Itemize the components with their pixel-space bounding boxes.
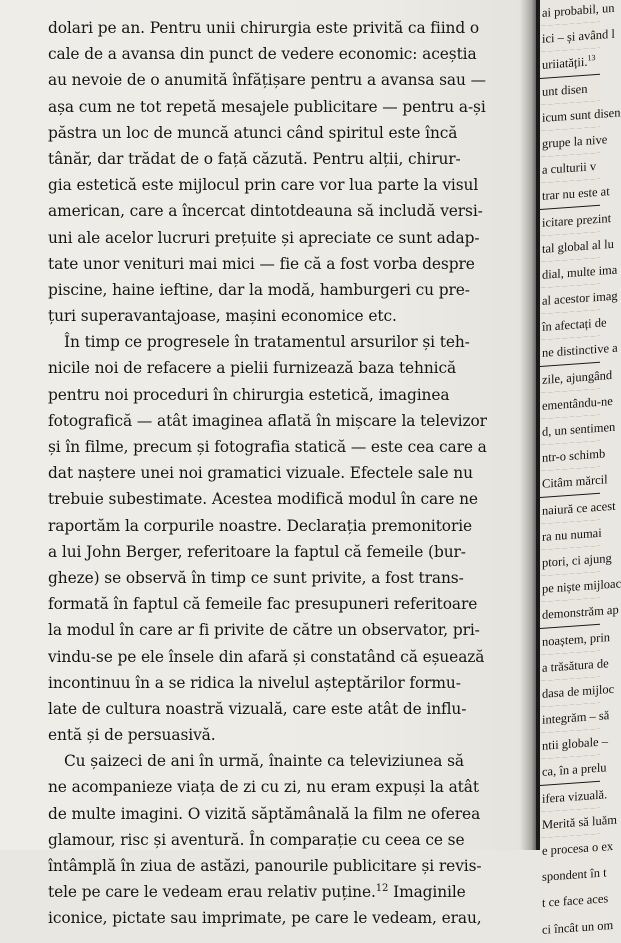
body-text-line (48, 251, 528, 277)
facing-text-line-text: ifera vizuală. (542, 786, 608, 806)
body-text-line (48, 617, 528, 643)
facing-text-line-text: Citâm mărcil (542, 472, 608, 492)
facing-text-line-text: a culturii v (542, 159, 597, 177)
body-text-line (48, 565, 528, 591)
body-text-line-text: nicile noi de refacere a pielii furnizează baza tehnică (48, 359, 457, 378)
body-text-line (48, 827, 528, 853)
body-text-line (48, 853, 528, 879)
facing-text-line-text: trar nu este at (542, 184, 610, 204)
facing-text-line (540, 48, 600, 78)
facing-text-line-text: ntr-o schimb (542, 446, 606, 466)
body-text-line-text: cale de a avansa din punct de vedere economic: aceștia (48, 45, 477, 64)
facing-text-line-text: spondent în t (542, 865, 607, 885)
body-text-line (48, 277, 528, 303)
body-text-line (48, 539, 528, 565)
facing-text-line-text: ca, în a prelu (542, 760, 607, 780)
body-text-line-text: entă și de persuasivă. (48, 726, 216, 745)
body-text-line-text: și în filme, precum și fotografia statică — este cea care a (48, 438, 487, 456)
body-text-line (48, 382, 528, 408)
body-text-line-text: american, care a încercat dintotdeauna să includă versi- (48, 202, 483, 221)
body-text-line-text: țuri superavantajoase, mașini economice etc. (48, 307, 397, 326)
facing-text-line (540, 493, 616, 523)
body-text-line-text: tânăr, dar trădat de o față căzută. Pentru alții, chirur- (48, 149, 461, 168)
facing-text-line-text: ra nu numai (542, 525, 602, 544)
body-text-line-text: păstra un loc de muncă atunci când spiritul este încă (48, 123, 458, 142)
body-text-line-text: au nevoie de o anumită înfățișare pentru a avansa sau — (48, 71, 486, 90)
facing-text-line-text: ntii globale – (542, 734, 608, 754)
facing-text-line-text: t ce face aces (542, 891, 609, 911)
body-text-line (48, 172, 528, 198)
facing-text-line-text: ai probabil, un (542, 0, 615, 20)
body-text-line-text: pentru noi proceduri în chirurgia estetică, imaginea (48, 385, 450, 404)
body-text-line-text: fotografică — atât imaginea aflată în mișcare la televizor (48, 411, 487, 430)
body-text-line-text: dolari pe an. Pentru unii chirurgia este privită ca fiind o (48, 19, 480, 37)
footnote-marker: 13 (587, 53, 596, 63)
facing-page (536, 0, 621, 937)
facing-text-line (540, 781, 608, 811)
body-text-line (48, 591, 528, 617)
body-text-line-text: gia estetică este mijlocul prin care vor lua parte la visul (48, 176, 479, 195)
facing-text-line-text: ci încât un om (542, 917, 614, 937)
body-text-line (48, 879, 528, 905)
body-text-line (48, 408, 528, 434)
facing-text-line-text: unt disen (542, 81, 588, 99)
body-text (48, 15, 528, 932)
facing-text-line-text: a trăsătura de (542, 655, 609, 675)
body-text-line (48, 355, 528, 381)
body-text-line (48, 198, 528, 224)
body-text-line-text: uni ale acelor lucruri prețuite și apreciate ce sunt adap- (48, 228, 480, 247)
body-text-line-text: tele pe care le vedeam erau relativ puține. (48, 883, 376, 902)
body-text-line-text: dat naștere unei noi gramatici vizuale. Efectele sale nu (48, 464, 473, 483)
body-text-line-text: incontinuu în a se ridica la nivelul așteptărilor formu- (48, 673, 461, 692)
facing-text-line-text: în afectați de (542, 315, 607, 335)
facing-text-line-text: d, un sentimen (542, 419, 616, 439)
body-text-line (48, 225, 528, 251)
facing-text-line-text: demonstrăm ap (542, 602, 619, 623)
facing-text-line-text: zile, ajungând (542, 367, 613, 387)
body-text-line-text: raportăm la corpurile noastre. Declarația premonitorie (48, 516, 473, 535)
facing-text-line (540, 755, 607, 785)
facing-text-line (540, 362, 613, 392)
body-text-line (48, 801, 528, 827)
facing-text-line-text: dial, multe ima (542, 262, 618, 282)
facing-text-line-text: ne distinctive a (542, 341, 618, 361)
body-text-line (48, 67, 528, 93)
body-text-line-text: vindu-se pe ele însele din afară și constatând că eșuează (48, 647, 485, 666)
facing-text-line-text: noaștem, prin (542, 629, 611, 649)
body-text-line (48, 41, 528, 67)
body-text-line (48, 670, 528, 696)
facing-text-line (540, 467, 608, 497)
body-text-line-text-cont: Imaginile (388, 883, 466, 902)
facing-text-line (540, 598, 619, 628)
body-text-line (48, 486, 528, 512)
facing-text-line-text: e procesa o ex (542, 838, 614, 858)
facing-text-line-text: naiură ce acest (542, 498, 616, 518)
body-text-line (48, 303, 528, 329)
facing-text-line-text: pe niște mijloac (542, 576, 621, 596)
body-text-line (48, 774, 528, 800)
body-text-line (48, 748, 528, 774)
body-text-line (48, 644, 528, 670)
facing-text-line-text: uriiatății. (542, 55, 588, 73)
body-text-line-text: de multe imagini. O vizită săptămânală la film ne oferea (48, 804, 481, 823)
facing-text-line (540, 179, 610, 209)
body-text-line-text: întâmplă în ziua de astăzi, panourile publicitare și revis- (48, 857, 482, 875)
body-text-line (48, 329, 528, 355)
body-text-line (48, 696, 528, 722)
body-text-line-text: piscine, haine ieftine, dar la modă, hamburgeri cu pre- (48, 280, 470, 299)
body-text-line (48, 905, 528, 931)
facing-text-line-text: dasa de mijloc (542, 681, 615, 701)
body-text-line (48, 722, 528, 748)
page-gutter-shadow (520, 0, 536, 850)
facing-text-line-text: tal global al lu (542, 236, 614, 256)
facing-text-line (540, 205, 612, 235)
body-text-line-text: a lui John Berger, referitoare la faptul că femeile (bur- (48, 542, 466, 561)
facing-text-line-text: ementându-ne (542, 393, 613, 413)
body-text-line (48, 120, 528, 146)
footnote-marker: 12 (375, 883, 389, 895)
facing-text-line-text: al acestor imag (542, 288, 618, 308)
body-text-line-text: trebuie subestimate. Acestea modifică modul în care ne (48, 490, 478, 509)
body-text-line-text: gheze) se observă în timp ce sunt privite, a fost trans- (48, 568, 464, 587)
body-text-line-text: glamour, risc și aventură. În comparație cu ceea ce se (48, 830, 465, 849)
facing-text-line (540, 336, 618, 366)
facing-page-text (536, 0, 621, 943)
facing-text-line-text: Merită să luăm (542, 812, 617, 832)
facing-text-line (540, 231, 614, 261)
facing-text-line-text: grupe la nive (542, 132, 608, 151)
body-text-line (48, 513, 528, 539)
facing-text-line (540, 74, 600, 104)
body-text-line-text: formată în faptul că femeile fac presupuneri referitoare (48, 595, 478, 614)
facing-text-line (540, 912, 614, 942)
facing-text-line-text: icum sunt disen (542, 105, 621, 125)
body-text-line-text: late de cultura noastră vizuală, care este atât de influ- (48, 699, 467, 718)
body-text-line (48, 460, 528, 486)
body-text-line-text: tate unor venituri mai mici — fie că a fost vorba despre (48, 254, 475, 273)
body-text-line (48, 94, 528, 120)
body-text-line (48, 15, 528, 41)
body-text-line-text: În timp ce progresele în tratamentul arsurilor și teh- (64, 333, 470, 352)
body-text-line-text: iconice, pictate sau imprimate, pe care le vedeam, erau, (48, 909, 482, 928)
facing-text-line-text: ici – și având l (542, 26, 615, 47)
body-text-line-text: ne acompanieze viața de zi cu zi, nu eram expuși la atât (48, 778, 479, 797)
facing-text-line (540, 624, 611, 654)
body-text-line (48, 146, 528, 172)
body-text-line-text: Cu șaizeci de ani în urmă, înainte ca televiziunea să (64, 752, 464, 771)
body-text-line-text: așa cum ne tot repetă mesajele publicitare — pentru a-și (48, 97, 486, 116)
body-text-line-text: la modul în care ar fi privite de către un observator, pri- (48, 621, 480, 640)
facing-text-line-text: integrăm – să (542, 708, 610, 727)
facing-text-line (540, 650, 609, 680)
body-text-line (48, 434, 528, 460)
facing-text-line-text: ptori, ci ajung (542, 550, 612, 570)
facing-text-line-text: icitare prezint (542, 210, 612, 230)
facing-text-line (540, 886, 609, 916)
